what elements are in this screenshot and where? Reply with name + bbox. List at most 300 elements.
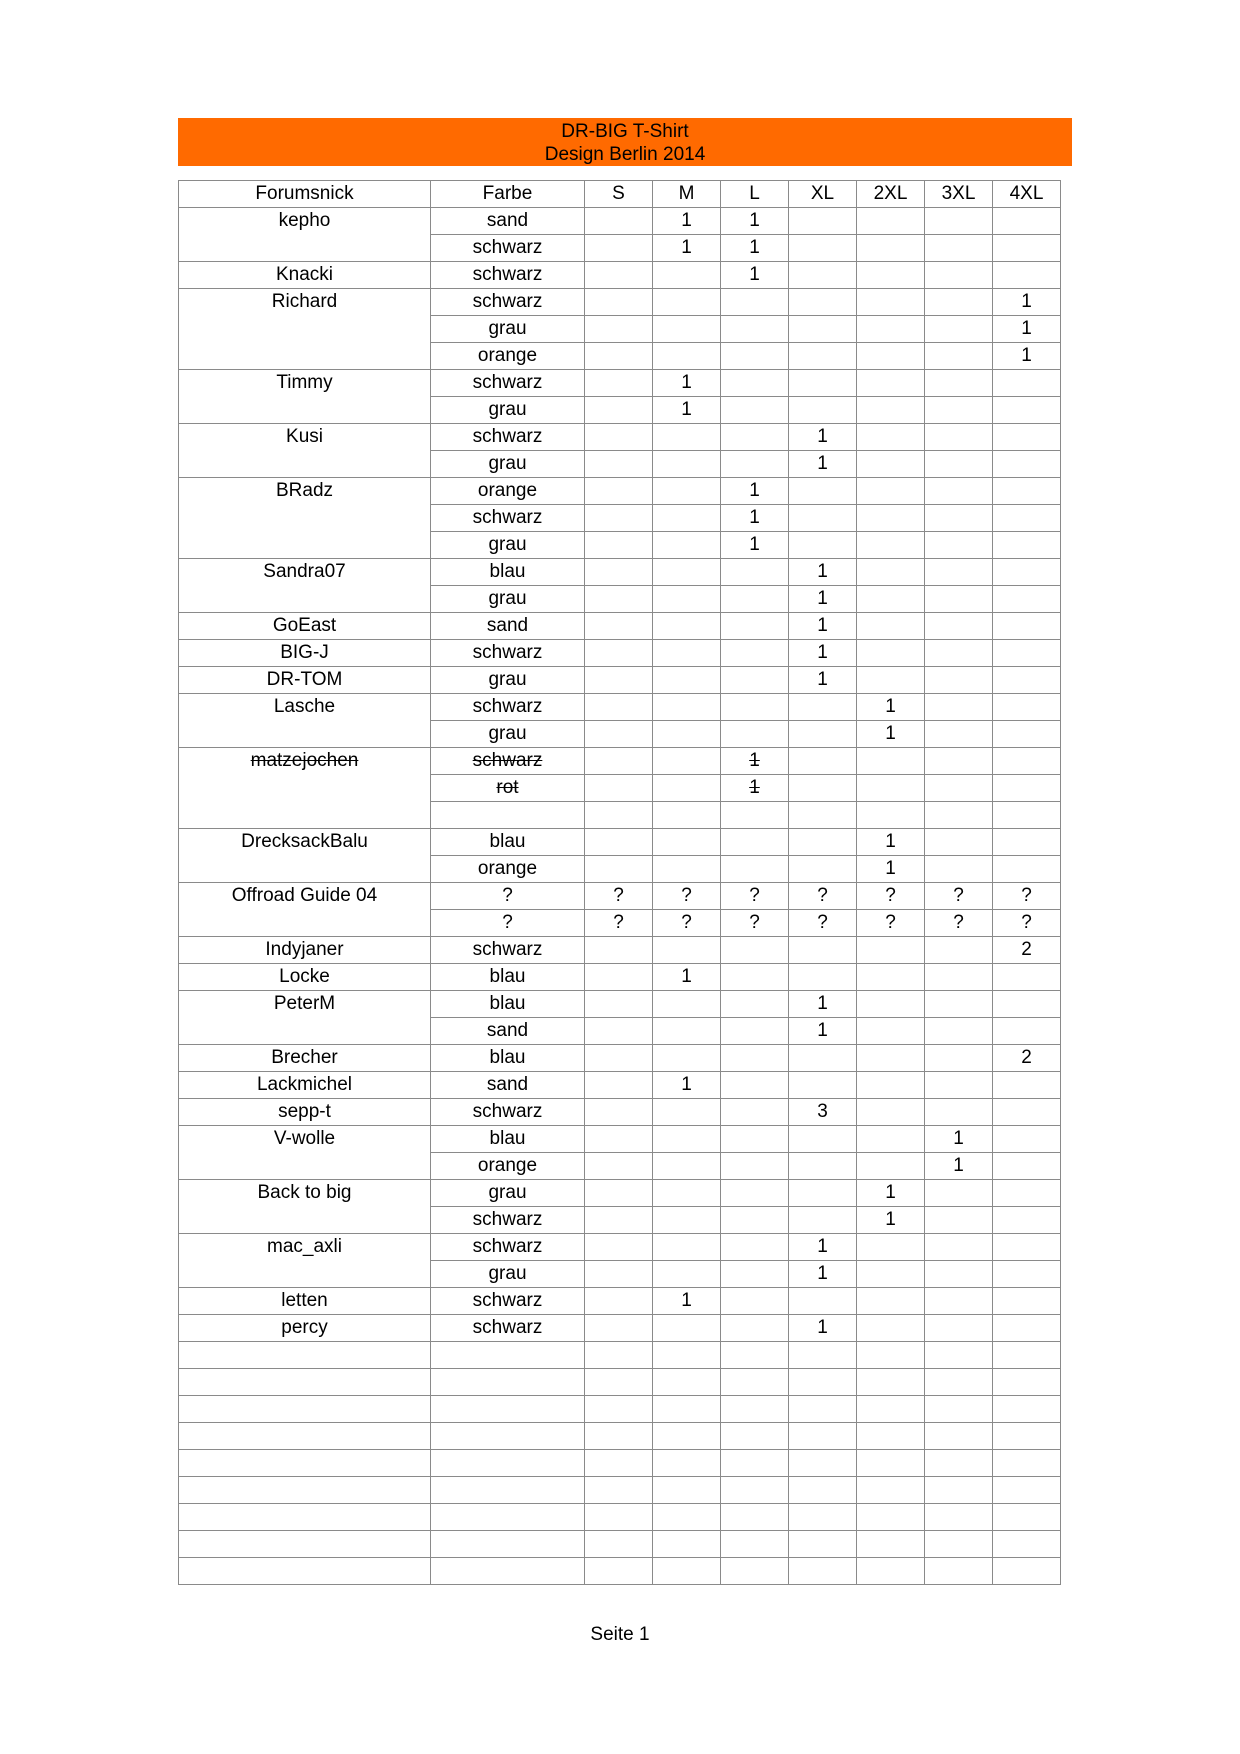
column-header: S	[585, 181, 653, 208]
empty-cell	[789, 1423, 857, 1450]
nick-cell: Indyjaner	[179, 937, 431, 964]
color-cell: schwarz	[431, 694, 585, 721]
column-header: 3XL	[925, 181, 993, 208]
size-cell: 1	[993, 316, 1061, 343]
nick-cell: DrecksackBalu	[179, 829, 431, 883]
empty-cell	[653, 1450, 721, 1477]
empty-cell	[653, 1396, 721, 1423]
size-cell: 1	[857, 1180, 925, 1207]
empty-cell	[653, 1369, 721, 1396]
size-cell	[857, 478, 925, 505]
empty-cell	[179, 1558, 431, 1585]
size-cell	[925, 478, 993, 505]
size-cell	[857, 559, 925, 586]
size-cell	[925, 424, 993, 451]
size-cell	[789, 478, 857, 505]
size-cell	[789, 1153, 857, 1180]
empty-cell	[585, 1396, 653, 1423]
size-cell	[585, 1180, 653, 1207]
size-cell	[653, 316, 721, 343]
size-cell: 1	[653, 370, 721, 397]
empty-cell	[431, 1342, 585, 1369]
size-cell	[585, 775, 653, 802]
empty-cell	[721, 1504, 789, 1531]
size-cell	[993, 964, 1061, 991]
empty-cell	[179, 1450, 431, 1477]
size-cell	[925, 397, 993, 424]
size-cell	[857, 748, 925, 775]
table-row	[179, 1288, 1061, 1315]
empty-cell	[721, 1423, 789, 1450]
size-cell	[993, 397, 1061, 424]
empty-cell	[789, 1558, 857, 1585]
size-cell: ?	[857, 910, 925, 937]
size-cell	[925, 505, 993, 532]
size-cell	[721, 1072, 789, 1099]
size-cell	[585, 721, 653, 748]
empty-cell	[789, 1450, 857, 1477]
size-cell	[585, 505, 653, 532]
size-cell	[585, 1018, 653, 1045]
column-header: L	[721, 181, 789, 208]
size-cell	[993, 829, 1061, 856]
empty-cell	[857, 1396, 925, 1423]
empty-cell	[431, 1558, 585, 1585]
color-cell: blau	[431, 1045, 585, 1072]
size-cell	[789, 262, 857, 289]
size-cell	[585, 262, 653, 289]
color-cell: schwarz	[431, 640, 585, 667]
empty-cell	[431, 1504, 585, 1531]
color-cell: grau	[431, 316, 585, 343]
table-row	[179, 478, 1061, 505]
empty-cell	[993, 1342, 1061, 1369]
size-cell	[789, 343, 857, 370]
size-cell: ?	[585, 883, 653, 910]
size-cell	[721, 1288, 789, 1315]
nick-cell: Sandra07	[179, 559, 431, 613]
size-cell	[925, 262, 993, 289]
color-cell: schwarz	[431, 262, 585, 289]
size-cell	[653, 640, 721, 667]
size-cell	[857, 262, 925, 289]
size-cell: 1	[789, 1315, 857, 1342]
table-row	[179, 424, 1061, 451]
size-cell	[585, 694, 653, 721]
size-cell	[925, 991, 993, 1018]
color-cell: blau	[431, 964, 585, 991]
empty-cell	[585, 1531, 653, 1558]
size-cell	[925, 937, 993, 964]
empty-cell	[789, 1396, 857, 1423]
size-cell	[857, 208, 925, 235]
empty-cell	[179, 1369, 431, 1396]
empty-cell	[721, 1477, 789, 1504]
size-cell: ?	[653, 910, 721, 937]
size-cell	[857, 613, 925, 640]
size-cell	[993, 775, 1061, 802]
size-cell	[585, 667, 653, 694]
empty-cell	[653, 1531, 721, 1558]
size-cell	[721, 1153, 789, 1180]
empty-cell	[925, 1531, 993, 1558]
size-cell: 1	[653, 397, 721, 424]
size-cell	[721, 451, 789, 478]
size-cell	[653, 1180, 721, 1207]
size-cell	[789, 964, 857, 991]
column-header: Forumsnick	[179, 181, 431, 208]
color-cell: grau	[431, 586, 585, 613]
size-cell	[857, 532, 925, 559]
size-cell: 1	[789, 1261, 857, 1288]
empty-cell	[585, 1450, 653, 1477]
size-cell	[721, 829, 789, 856]
size-cell	[925, 1072, 993, 1099]
nick-cell: mac_axli	[179, 1234, 431, 1288]
size-cell	[789, 694, 857, 721]
size-cell	[721, 802, 789, 829]
size-cell	[653, 1126, 721, 1153]
empty-cell	[789, 1369, 857, 1396]
size-cell	[653, 1207, 721, 1234]
color-cell: orange	[431, 1153, 585, 1180]
size-cell: 1	[925, 1153, 993, 1180]
size-cell	[789, 748, 857, 775]
empty-cell	[789, 1342, 857, 1369]
size-cell	[585, 613, 653, 640]
size-cell	[653, 424, 721, 451]
size-cell	[585, 532, 653, 559]
size-cell	[653, 1045, 721, 1072]
size-cell	[857, 937, 925, 964]
size-cell	[585, 1153, 653, 1180]
size-cell	[653, 829, 721, 856]
color-cell: schwarz	[431, 1234, 585, 1261]
color-cell: schwarz	[431, 370, 585, 397]
empty-cell	[857, 1450, 925, 1477]
size-cell	[925, 1288, 993, 1315]
empty-row	[179, 1423, 1061, 1450]
color-cell: rot	[431, 775, 585, 802]
size-cell	[993, 1207, 1061, 1234]
size-cell	[857, 1153, 925, 1180]
size-cell: 1	[993, 289, 1061, 316]
size-cell	[721, 1126, 789, 1153]
size-cell	[993, 1018, 1061, 1045]
size-cell	[993, 667, 1061, 694]
table-row	[179, 1045, 1061, 1072]
size-cell	[721, 316, 789, 343]
size-cell	[925, 1180, 993, 1207]
nick-cell: Knacki	[179, 262, 431, 289]
empty-cell	[789, 1477, 857, 1504]
size-cell	[721, 424, 789, 451]
size-cell	[857, 667, 925, 694]
size-cell	[653, 586, 721, 613]
empty-cell	[179, 1342, 431, 1369]
empty-cell	[721, 1396, 789, 1423]
table-row	[179, 613, 1061, 640]
size-cell	[789, 1288, 857, 1315]
empty-cell	[653, 1558, 721, 1585]
size-cell	[585, 1126, 653, 1153]
size-cell	[993, 802, 1061, 829]
color-cell: schwarz	[431, 505, 585, 532]
empty-cell	[721, 1342, 789, 1369]
color-cell: schwarz	[431, 1099, 585, 1126]
size-cell: 1	[789, 1234, 857, 1261]
size-cell	[653, 802, 721, 829]
size-cell	[857, 964, 925, 991]
size-cell	[789, 1045, 857, 1072]
size-cell	[857, 1018, 925, 1045]
empty-cell	[721, 1531, 789, 1558]
empty-row	[179, 1396, 1061, 1423]
table-row	[179, 991, 1061, 1018]
size-cell	[585, 478, 653, 505]
color-cell: blau	[431, 1126, 585, 1153]
nick-cell: percy	[179, 1315, 431, 1342]
size-cell	[789, 1180, 857, 1207]
size-cell: 1	[721, 262, 789, 289]
size-cell	[857, 991, 925, 1018]
empty-row	[179, 1504, 1061, 1531]
size-cell	[721, 667, 789, 694]
size-cell	[653, 1315, 721, 1342]
color-cell: orange	[431, 856, 585, 883]
size-cell	[585, 1261, 653, 1288]
empty-cell	[925, 1477, 993, 1504]
size-cell	[585, 370, 653, 397]
size-cell	[857, 1045, 925, 1072]
size-cell	[993, 1234, 1061, 1261]
color-cell: grau	[431, 667, 585, 694]
size-cell: 1	[857, 829, 925, 856]
nick-cell: BIG-J	[179, 640, 431, 667]
size-cell	[653, 775, 721, 802]
size-cell	[721, 721, 789, 748]
size-cell	[993, 856, 1061, 883]
size-cell: ?	[857, 883, 925, 910]
size-cell	[585, 289, 653, 316]
size-cell	[789, 829, 857, 856]
empty-cell	[585, 1342, 653, 1369]
title-line-1: DR-BIG T-Shirt	[561, 121, 689, 142]
size-cell	[925, 613, 993, 640]
size-cell: 1	[925, 1126, 993, 1153]
size-cell	[993, 721, 1061, 748]
empty-cell	[993, 1369, 1061, 1396]
size-cell: 3	[789, 1099, 857, 1126]
table-row	[179, 1315, 1061, 1342]
color-cell: schwarz	[431, 1207, 585, 1234]
size-cell: ?	[993, 883, 1061, 910]
column-header: 2XL	[857, 181, 925, 208]
size-cell: 1	[721, 235, 789, 262]
size-cell	[721, 289, 789, 316]
empty-cell	[653, 1342, 721, 1369]
size-cell	[585, 964, 653, 991]
empty-cell	[993, 1450, 1061, 1477]
size-cell	[585, 235, 653, 262]
empty-cell	[585, 1369, 653, 1396]
table-row	[179, 883, 1061, 910]
table-row	[179, 829, 1061, 856]
nick-cell: Lasche	[179, 694, 431, 748]
size-cell	[925, 586, 993, 613]
size-cell	[585, 208, 653, 235]
empty-cell	[857, 1369, 925, 1396]
size-cell	[653, 1153, 721, 1180]
size-cell	[993, 586, 1061, 613]
nick-cell: Timmy	[179, 370, 431, 424]
size-cell	[993, 451, 1061, 478]
nick-cell: Brecher	[179, 1045, 431, 1072]
color-cell: grau	[431, 532, 585, 559]
nick-cell: Locke	[179, 964, 431, 991]
size-cell: ?	[721, 910, 789, 937]
size-cell	[925, 640, 993, 667]
nick-cell: sepp-t	[179, 1099, 431, 1126]
size-cell	[925, 1018, 993, 1045]
size-cell	[857, 343, 925, 370]
size-cell	[789, 775, 857, 802]
empty-cell	[431, 1396, 585, 1423]
size-cell	[585, 1315, 653, 1342]
size-cell	[721, 991, 789, 1018]
size-cell	[993, 1288, 1061, 1315]
color-cell: orange	[431, 478, 585, 505]
empty-cell	[857, 1504, 925, 1531]
size-cell	[653, 856, 721, 883]
size-cell	[789, 802, 857, 829]
size-cell	[585, 937, 653, 964]
nick-cell: Richard	[179, 289, 431, 370]
empty-cell	[431, 1531, 585, 1558]
empty-row	[179, 1450, 1061, 1477]
size-cell	[789, 1126, 857, 1153]
empty-cell	[653, 1423, 721, 1450]
size-cell: 1	[789, 667, 857, 694]
size-cell	[653, 1261, 721, 1288]
empty-cell	[925, 1558, 993, 1585]
size-cell	[925, 451, 993, 478]
nick-cell: Back to big	[179, 1180, 431, 1234]
size-cell: 1	[721, 478, 789, 505]
size-cell: 1	[721, 532, 789, 559]
size-cell: 1	[993, 343, 1061, 370]
size-cell	[653, 262, 721, 289]
column-header: Farbe	[431, 181, 585, 208]
nick-cell: Offroad Guide 04	[179, 883, 431, 937]
size-cell	[925, 802, 993, 829]
empty-cell	[925, 1342, 993, 1369]
empty-cell	[925, 1450, 993, 1477]
column-header: M	[653, 181, 721, 208]
size-cell	[653, 532, 721, 559]
size-cell	[653, 559, 721, 586]
size-cell	[721, 1180, 789, 1207]
table-row	[179, 964, 1061, 991]
size-cell	[857, 1315, 925, 1342]
size-cell: ?	[789, 910, 857, 937]
empty-cell	[857, 1531, 925, 1558]
size-cell	[721, 856, 789, 883]
size-cell	[993, 1126, 1061, 1153]
size-cell	[925, 370, 993, 397]
size-cell: 1	[789, 586, 857, 613]
color-cell: grau	[431, 397, 585, 424]
size-cell: ?	[789, 883, 857, 910]
empty-row	[179, 1342, 1061, 1369]
size-cell	[857, 802, 925, 829]
size-cell: ?	[993, 910, 1061, 937]
color-cell: grau	[431, 1180, 585, 1207]
empty-cell	[179, 1477, 431, 1504]
size-cell	[993, 748, 1061, 775]
size-cell	[721, 1099, 789, 1126]
size-cell	[721, 586, 789, 613]
table-row	[179, 694, 1061, 721]
size-cell	[789, 397, 857, 424]
size-cell	[585, 856, 653, 883]
size-cell	[789, 1072, 857, 1099]
size-cell	[925, 343, 993, 370]
size-cell	[857, 1126, 925, 1153]
size-cell: 1	[789, 424, 857, 451]
size-cell	[993, 235, 1061, 262]
empty-cell	[925, 1504, 993, 1531]
empty-cell	[857, 1423, 925, 1450]
empty-cell	[585, 1423, 653, 1450]
empty-cell	[721, 1450, 789, 1477]
empty-cell	[431, 1423, 585, 1450]
color-cell: schwarz	[431, 1288, 585, 1315]
color-cell: schwarz	[431, 235, 585, 262]
size-cell: 1	[789, 613, 857, 640]
size-cell: 1	[653, 1072, 721, 1099]
size-cell	[585, 1234, 653, 1261]
size-cell	[993, 1261, 1061, 1288]
size-cell	[857, 775, 925, 802]
table-row	[179, 640, 1061, 667]
empty-cell	[179, 1423, 431, 1450]
size-cell	[925, 1261, 993, 1288]
size-cell	[585, 748, 653, 775]
size-cell	[585, 316, 653, 343]
table-row	[179, 1072, 1061, 1099]
size-cell	[857, 1099, 925, 1126]
color-cell: schwarz	[431, 748, 585, 775]
size-cell: 1	[789, 1018, 857, 1045]
table-row	[179, 1234, 1061, 1261]
size-cell	[721, 694, 789, 721]
size-cell	[925, 721, 993, 748]
size-cell: 1	[789, 451, 857, 478]
color-cell: ?	[431, 910, 585, 937]
color-cell: orange	[431, 343, 585, 370]
size-cell	[993, 640, 1061, 667]
size-cell	[721, 1234, 789, 1261]
size-cell	[789, 505, 857, 532]
size-cell	[993, 991, 1061, 1018]
size-cell	[925, 829, 993, 856]
nick-cell: PeterM	[179, 991, 431, 1045]
color-cell: schwarz	[431, 424, 585, 451]
size-cell	[585, 451, 653, 478]
nick-cell: Kusi	[179, 424, 431, 478]
size-cell	[653, 343, 721, 370]
